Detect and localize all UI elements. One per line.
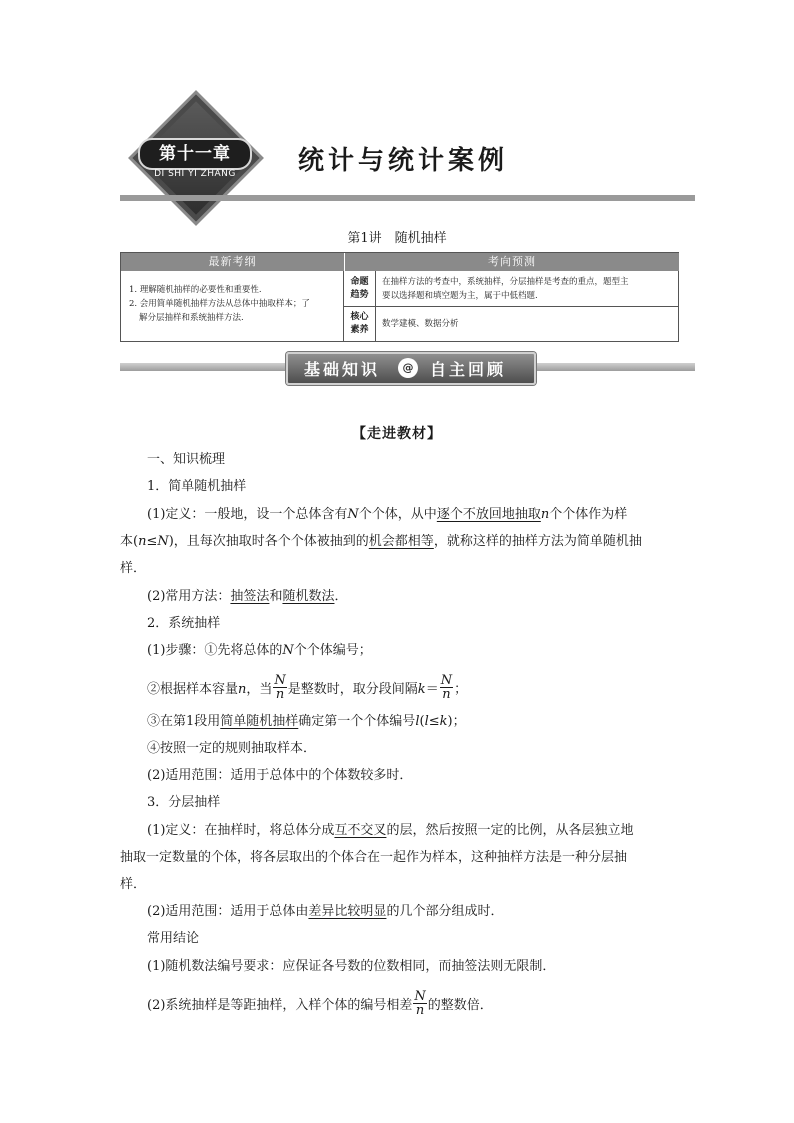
heading-common-conclusions: 常用结论	[147, 931, 200, 946]
outline-item-2-cont: 解分层抽样和系统抽样方法.	[139, 313, 244, 323]
exam-outline-table	[120, 252, 679, 342]
systematic-scope: (2)适用范围：适用于总体中的个体数较多时．	[147, 768, 413, 783]
chapter-label: 第十一章	[138, 138, 252, 170]
heading-systematic-sampling: 2．系统抽样	[147, 616, 221, 631]
stratified-def-line-3: 样．	[120, 877, 147, 892]
section-heading: 【走进教材】	[352, 426, 442, 442]
stratified-def-line-2: 抽取一定数量的个体，将各层取出的个体合在一起作为样本，这种抽样方法是一种分层抽	[120, 850, 628, 865]
section-banner	[286, 352, 536, 385]
outline-item-1: 1. 理解随机抽样的必要性和重要性.	[129, 285, 262, 295]
systematic-step-4: ④按照一定的规则抽取样本．	[147, 741, 317, 756]
conclusion-1: (1)随机数法编号要求：应保证各号数的位数相同，而抽签法则无限制．	[147, 959, 556, 974]
banner-left-text: 基础知识	[304, 360, 381, 379]
simple-def-line-3: 样．	[120, 561, 147, 576]
chapter-title: 统计与统计案例	[298, 146, 509, 176]
header-rule	[120, 195, 695, 201]
simple-def-line-1: (1)定义：一般地，设一个总体含有N个个体，从中逐个不放回地抽取n个个体作为样	[147, 507, 628, 522]
table-header-outline: 最新考纲	[121, 253, 344, 271]
systematic-step-2: ②根据样本容量n，当 $\frac{N}{n}$ 是整数时，取分段间隔k＝ $\frac{N}{n}$ ；	[147, 673, 468, 702]
fraction-n-over-n-3: $\frac{N}{n}$	[414, 989, 426, 1018]
simple-methods: (2)常用方法：抽签法和随机数法．	[147, 589, 348, 604]
systematic-step-1: (1)步骤：①先将总体的N个个体编号；	[147, 643, 372, 658]
systematic-step-3: ③在第1段用简单随机抽样确定第一个个体编号l(l≤k)；	[147, 714, 466, 729]
outline-cell	[121, 271, 344, 341]
heading-simple-random-sampling: 1．简单随机抽样	[147, 479, 247, 494]
chapter-pinyin: DI SHI YI ZHANG	[154, 169, 236, 179]
simple-def-line-2: 本(n≤N)，且每次抽取时各个个体被抽到的机会都相等，就称这样的抽样方法为简单随机抽	[120, 534, 642, 549]
trend-text: 在抽样方法的考查中，系统抽样，分层抽样是考查的重点，题型主 要以选择题和填空题为主，属于中低档题.	[382, 276, 629, 301]
fraction-n-over-n: $\frac{N}{n}$	[274, 673, 286, 702]
literacy-row	[344, 307, 678, 341]
outline-item-2: 2. 会用简单随机抽样方法从总体中抽取样本；了	[129, 299, 310, 309]
trend-row	[344, 271, 678, 307]
conclusion-2: (2)系统抽样是等距抽样，入样个体的编号相差 $\frac{N}{n}$ 的整数倍．	[147, 989, 493, 1018]
heading-stratified-sampling: 3．分层抽样	[147, 795, 221, 810]
trend-label: 命题 趋势	[344, 271, 376, 306]
literacy-text: 数学建模、数据分析	[382, 319, 459, 329]
knowledge-heading: 一、知识梳理	[147, 452, 226, 467]
fraction-n-over-n-2: $\frac{N}{n}$	[440, 673, 453, 702]
banner-right-text: 自主回顾	[430, 360, 507, 379]
table-header-forecast: 考向预测	[344, 253, 679, 271]
literacy-label: 核心 素养	[344, 307, 376, 341]
stratified-def-line-1: (1)定义：在抽样时，将总体分成互不交叉的层，然后按照一定的比例，从各层独立地	[147, 823, 634, 838]
lecture-title: 第1讲 随机抽样	[347, 231, 447, 246]
circle-icon: @	[398, 358, 418, 378]
stratified-scope: (2)适用范围：适用于总体由差异比较明显的几个部分组成时．	[147, 904, 504, 919]
